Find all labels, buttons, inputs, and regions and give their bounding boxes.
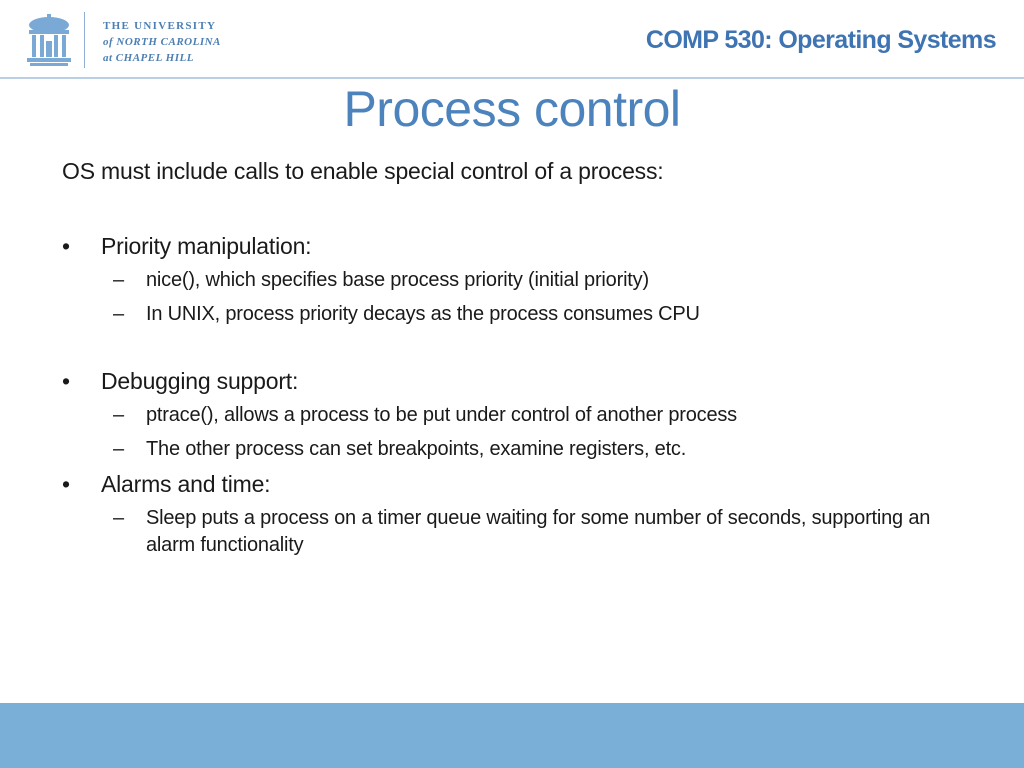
bullet-label: Alarms and time:	[101, 471, 271, 497]
slide-header	[0, 0, 1024, 78]
course-title: COMP 530: Operating Systems	[645, 26, 996, 54]
wordmark-line-3: at CHAPEL HILL	[103, 52, 194, 64]
bullet-item	[62, 231, 962, 261]
sub-item-text: nice(), which specifies base process priority (initial priority)	[146, 269, 649, 291]
dash-icon: –	[113, 438, 124, 460]
sub-item	[62, 402, 962, 429]
bullet-label: Priority manipulation:	[101, 233, 312, 259]
sub-item	[62, 436, 962, 463]
footer-band	[0, 703, 1024, 768]
header-divider	[0, 77, 1024, 79]
old-well-logo-icon	[26, 14, 72, 66]
bullet-icon: •	[62, 233, 70, 259]
bullet-icon: •	[62, 471, 70, 497]
sub-item-text: The other process can set breakpoints, examine registers, etc.	[146, 438, 687, 460]
wordmark-line-1: THE UNIVERSITY	[103, 20, 217, 32]
bullet-item	[62, 469, 962, 499]
sub-item	[62, 505, 962, 559]
slide-title: Process control	[343, 81, 681, 137]
wordmark-line-2: of NORTH CAROLINA	[103, 36, 221, 48]
dash-icon: –	[113, 507, 124, 529]
sub-item-text: Sleep puts a process on a timer queue waiting for some number of seconds, supporting an alarm functionality	[146, 507, 931, 556]
university-wordmark	[103, 18, 221, 66]
slide-body	[62, 156, 962, 559]
sub-item-text: In UNIX, process priority decays as the process consumes CPU	[146, 303, 700, 325]
sub-item	[62, 267, 962, 294]
intro-text: OS must include calls to enable special control of a process:	[62, 158, 664, 184]
dash-icon: –	[113, 404, 124, 426]
bullet-icon: •	[62, 368, 70, 394]
bullet-item	[62, 366, 962, 396]
sub-item-text: ptrace(), allows a process to be put under control of another process	[146, 404, 737, 426]
dash-icon: –	[113, 303, 124, 325]
dash-icon: –	[113, 269, 124, 291]
sub-item	[62, 301, 962, 328]
logo-divider	[84, 12, 85, 68]
bullet-label: Debugging support:	[101, 368, 299, 394]
